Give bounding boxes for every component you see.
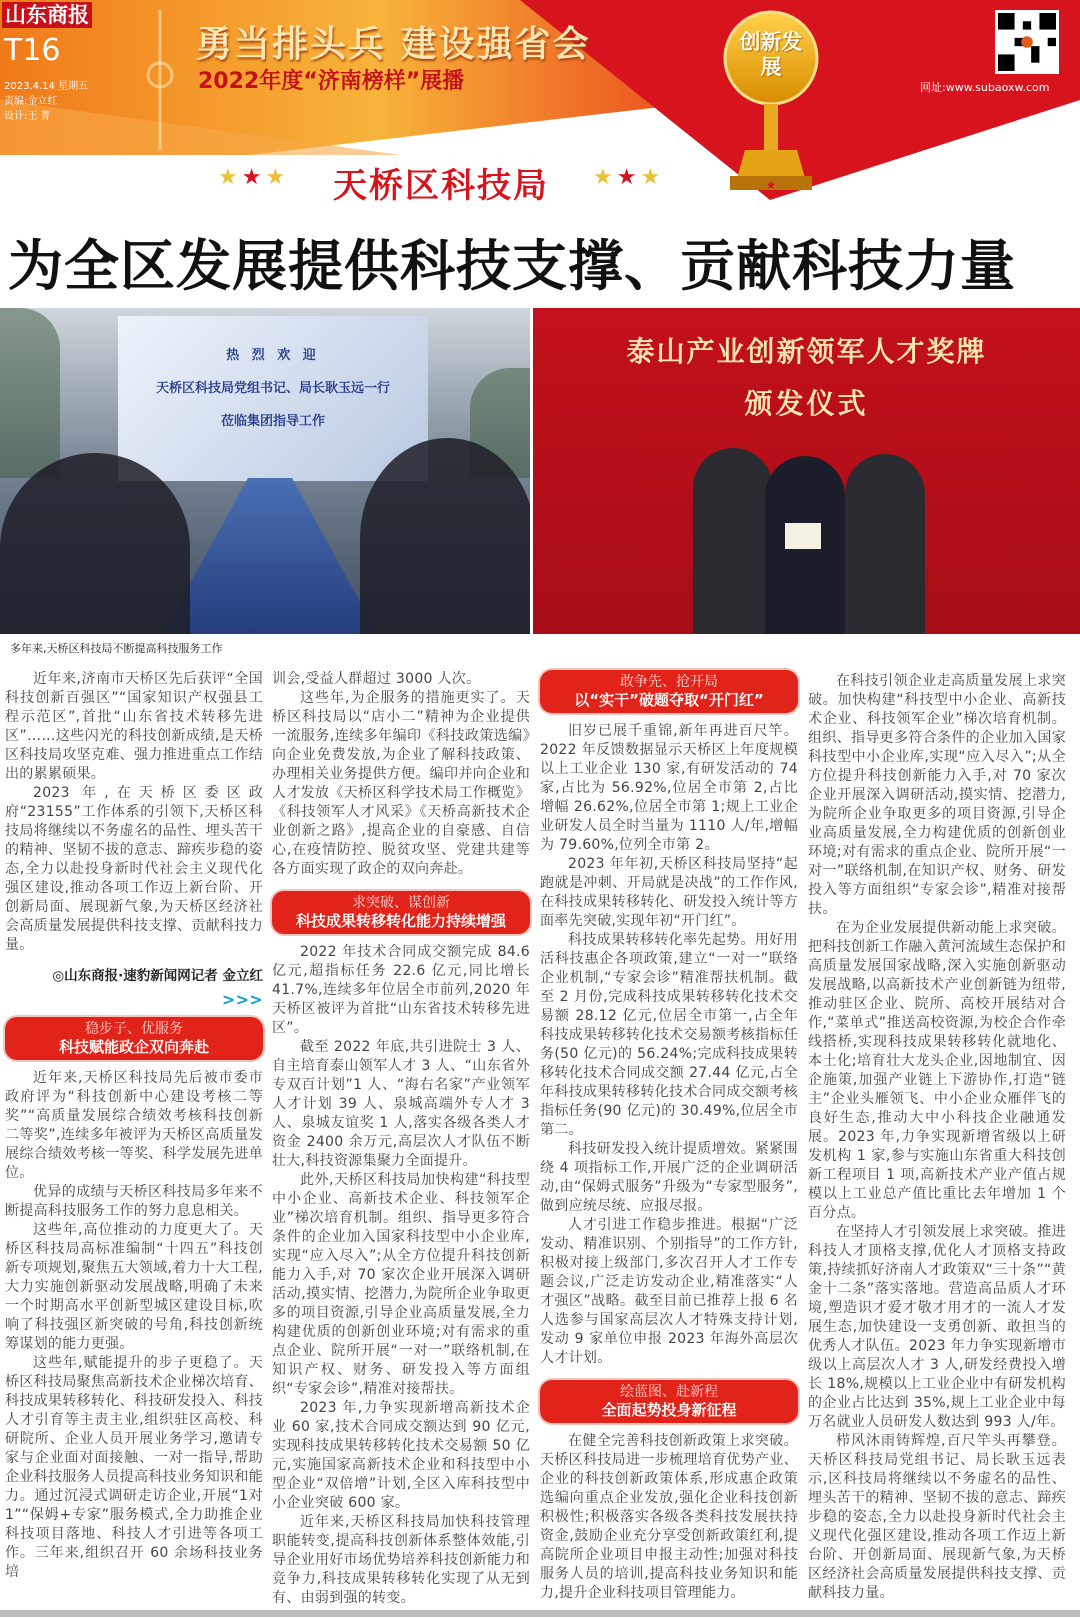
- subheading-title: 以“实干”破题夺取“开门红”: [574, 691, 764, 709]
- paragraph: 2023 年,力争实现新增高新技术企业 60 家,技术合同成交额达到 90 亿元,实现科技成果转移转化技术交易额 50 亿元,实施国家高新技术企业和科技型中小型企业“双倍增”计划,全区入库科技型中小企业突破 600 家。: [272, 1400, 530, 1511]
- subheading-box: [540, 670, 798, 713]
- paragraph: 旧岁已展千重锦,新年再进百尺竿。2022 年反馈数据显示天桥区上年度规模以上工业企业 130 家,有研发活动的 74 家,占比为 56.92%,位居全市第 2,占比增幅 26.62%,位居全市第 1;规上工业企业研发人员全时当量为 1110 人/年,增幅为 79.60%,位列全市第 2。: [540, 723, 798, 853]
- paragraph: 2023 年,在天桥区委区政府“23155”工作体系的引领下,天桥区科技局将继续以不务虚名的品性、埋头苦干的精神、坚韧不拔的意志、蹄疾步稳的姿态,全力以赴投身新时代社会主义现代化强区建设,推动各项工作迈上新台阶、开创新局面、展现新气象,为天桥区经济社会高质量发展提供科技支撑、贡献科技力量。: [5, 785, 263, 953]
- paragraph: 这些年,赋能提升的步子更稳了。天桥区科技局聚焦高新技术企业梯次培育、科技成果转移转化、科技研发投入、科技人才引育等主责主业,组织驻区高校、科研院所、企业人员开展业务学习,邀请专家与企业面对面接触、一对一指导,帮助企业科技服务人员提高科技业务知识和能力。通过沉浸式调研走访企业,开展“1对1”“保姆+专家”服务模式,全力助推企业科技项目落地、科技人才引进等各项工作。三年来,组织召开 60 余场科技业务培: [5, 1355, 263, 1580]
- paragraph: 近年来,济南市天桥区先后获评“全国科技创新百强区”“国家知识产权强县工程示范区”,首批“山东省技术转移先进区”……这些闪光的科技创新成绩,是天桥区科技局攻坚克难、强力推进重点工作结出的累累硕果。: [5, 671, 263, 782]
- screen-line: 热 烈 欢 迎: [226, 348, 320, 363]
- paragraph: 在为企业发展提供新动能上求突破。把科技创新工作融入黄河流域生态保护和高质量发展国家战略,深入实施创新驱动发展战略,以高新技术产业创新链为纽带,推动驻区企业、院所、高校开展结对合作,“菜单式”推送高校资源,为校企合作牵线搭桥,实现科技成果转移转化就地化、本土化;培育壮大龙头企业,因地制宜、因企施策,加强产业链上下游协作,打造“链主”企业头雁领飞、中小企业众雁伴飞的良好生态,推动大中小科技企业融通发展。2023 年,力争实现新增省级以上研发机构 1 家,参与实施山东省重大科技创新工程项目 1 项,高新技术产业产值占规模以上工业总产值比重比去年增加 1 个百分点。: [808, 920, 1066, 1221]
- trophy-badge-text: 创新发展: [739, 30, 803, 79]
- paragraph: 在健全完善科技创新政策上求突破。天桥区科技局进一步梳理培育优势产业、企业的科技创新政策体系,形成惠企政策选编向重点企业发放,强化企业科技创新积极性;积极落实各级各类科技发展扶持资金,鼓励企业充分享受创新政策红利,提高院所企业项目申报主动性;加强对科技服务人员的培训,提高科技业务知识和能力,提升企业科技项目管理能力。: [540, 1433, 798, 1601]
- paragraph: 这些年,高位推动的力度更大了。天桥区科技局高标准编制“十四五”科技创新专项规划,聚焦五大领域,着力十大工程,大力实施创新驱动发展战略,明确了未来一个时期高水平创新型城区建设目标,吹响了科技强区新突破的号角,科技创新统筹谋划的能力更强。: [5, 1222, 263, 1352]
- paragraph: 2023 年年初,天桥区科技局坚持“起跑就是冲刺、开局就是决战”的工作作风,在科技成果转移转化、研发投入统计等方面率先突破,实现年初“开门红”。: [540, 856, 798, 929]
- stars-decoration-icon: ★★★: [218, 165, 290, 190]
- article-column-3: [540, 664, 798, 1603]
- paragraph: 近年来,天桥区科技局加快科技管理职能转变,提高科技创新体系整体效能,引导企业用好市场优势培养科技创新能力和竞争力,科技成果转移转化实现了从无到有、由弱到强的转变。: [272, 1514, 530, 1606]
- screen-line: 天桥区科技局党组书记、局长耿玉远一行: [155, 381, 390, 396]
- subheading-kicker: 绘蓝图、赴新程: [620, 1384, 718, 1400]
- designer-credit: 设计:王 菁: [4, 111, 51, 122]
- paragraph: 在科技引领企业走高质量发展上求突破。加快构建“科技型中小企业、高新技术企业、科技领军企业”梯次培育机制。组织、指导更多符合条件的企业加入国家科技型中小企业库,实现“应入尽入”;从全方位提升科技创新能力入手,对 70 家次企业开展深入调研活动,摸实情、挖潜力,为院所企业争取更多的项目资源,引导企业高质量发展,全力构建优质的创新创业环境;对有需求的重点企业、院所开展“一对一”联络机制,在知识产权、财务、研发投入等方面组织“专家会诊”,精准对接帮扶。: [808, 673, 1066, 917]
- backdrop-line: 泰山产业创新领军人才奖牌: [626, 335, 987, 368]
- paragraph: 科技成果转移转化率先起势。用好用活科技惠企各项政策,建立“一对一”联络企业机制,“专家会诊”精准帮扶机制。截至 2 月份,完成科技成果转移转化技术交易额 28.12 亿元,位居全市第一,占全年科技成果转移转化技术交易额考核指标任务(50 亿元)的 56.24%;完成科技成果转移转化技术合同成交额 27.44 亿元,占全年科技成果转移转化技术合同成交额考核指标任务(90 亿元)的 30.49%,位居全市第二。: [540, 932, 798, 1138]
- svg-text:★: ★: [765, 178, 777, 192]
- meeting-photo: [0, 308, 530, 634]
- photo-caption: 多年来,天桥区科技局不断提高科技服务工作: [10, 642, 223, 655]
- screen-line: 莅临集团指导工作: [220, 414, 325, 429]
- subheading-kicker: 求突破、谋创新: [352, 895, 450, 911]
- award-ceremony-photo: [533, 308, 1080, 634]
- article-column-2: [272, 670, 530, 1608]
- subheading-box: [272, 891, 530, 934]
- backdrop-line: 颁发仪式: [744, 387, 869, 420]
- paragraph: 在坚持人才引领发展上求突破。推进科技人才顶格支撑,优化人才顶格支持政策,持续抓好济南人才政策双“三十条”“黄金十二条”落实落地。营造高品质人才环境,塑造识才爱才敬才用才的一流人才发展生态,加快建设一支勇创新、敢担当的优秀人才队伍。2023 年力争实现新增市级以上高层次人才 3 人,研发经费投入增长 18%,规模以上工业企业中有研发机构的企业占比达到 35%,规上工业企业中每万名就业人员研发人数达到 993 人/年。: [808, 1224, 1066, 1430]
- page-number: T16: [4, 33, 61, 68]
- subheading-box: [540, 1380, 798, 1423]
- subheading-title: 科技成果转移转化能力持续增强: [295, 912, 506, 930]
- byline: ◎山东商报·速豹新闻网记者 金立红: [52, 968, 263, 984]
- paragraph: 此外,天桥区科技局加快构建“科技型中小企业、高新技术企业、科技领军企业”梯次培育机制。组织、指导更多符合条件的企业加入国家科技型中小企业库,实现“应入尽入”;从全方位提升科技创新能力入手,对 70 家次企业开展深入调研活动,摸实情、挖潜力,为院所企业争取更多的项目资源,引导企业高质量发展,全力构建优质的创新创业环境;对有需求的重点企业、院所开展“一对一”联络机制,在知识产权、财务、研发投入等方面组织“专家会诊”,精准对接帮扶。: [272, 1172, 530, 1397]
- editor-credit: 责编:金立红: [4, 96, 58, 107]
- paragraph: 训会,受益人群超过 3000 人次。: [272, 671, 481, 687]
- welcome-screen: [118, 316, 428, 481]
- banner-subtitle: 2022年度“济南榜样”展播: [198, 69, 465, 94]
- continue-arrows-icon: >>>: [221, 990, 263, 1009]
- website-url: 网址:www.subaoxw.com: [920, 81, 1050, 94]
- page-bottom-rule: [0, 1610, 1080, 1617]
- subheading-kicker: 稳步子、优服务: [85, 1021, 183, 1037]
- subheading-box: [5, 1017, 263, 1060]
- paragraph: 人才引进工作稳步推进。根据“广泛发动、精准识别、个别指导”的工作方针,积极对接上级部门,多次召开人才工作专题会议,广泛走访发动企业,精准落实“人才强区”战略。截至目前已推荐上报 6 名人选参与国家高层次人才特殊支持计划,发动 9 家单位申报 2023 年海外高层次人才计划。: [540, 1217, 798, 1366]
- paragraph: 这些年,为企服务的措施更实了。天桥区科技局以“店小二”精神为企业提供一流服务,连续多年编印《科技政策选编》向企业免费发放,为企业了解科技政策、办理相关业务提供方便。编印并向企业和人才发放《天桥区科学技术局工作概览》《科技领军人才风采》《天桥高新技术企业创新之路》,提高企业的自豪感、自信心,在疫情防控、脱贫攻坚、党建共建等各方面实现了政企的双向奔赴。: [272, 690, 530, 877]
- subheading-title: 全面起势投身新征程: [601, 1401, 737, 1419]
- paragraph: 优异的成绩与天桥区科技局多年来不断提高科技服务工作的努力息息相关。: [5, 1184, 263, 1219]
- paragraph: 截至 2022 年底,共引进院士 3 人、自主培育泰山领军人才 3 人、“山东省外专双百计划”1 人、“海右名家”产业领军人才计划 39 人、泉城高端外专人才 3 人、泉城友谊奖 1 人,落实各级各类人才资金 2400 余万元,高层次人才队伍不断壮大,科技资源集聚力全面提升。: [272, 1039, 530, 1169]
- issue-date: 2023.4.14 星期五: [4, 81, 89, 92]
- article-column-4: [808, 672, 1066, 1603]
- newspaper-name: 山东商报: [2, 2, 92, 28]
- section-title: 天桥区科技局: [333, 166, 549, 206]
- subheading-kicker: 敢争先、抢开局: [620, 674, 718, 690]
- paragraph: 2022 年技术合同成交额完成 84.6 亿元,超指标任务 22.6 亿元,同比增长 41.7%,连续多年位居全市前列,2020 年天桥区被评为首批“山东省技术转移先进区”。: [272, 944, 530, 1036]
- banner-slogan: 勇当排头兵 建设强省会: [196, 24, 591, 65]
- article-column-1: [5, 670, 263, 1582]
- subheading-title: 科技赋能政企双向奔赴: [58, 1038, 209, 1056]
- stars-decoration-icon: ★★★: [593, 165, 665, 190]
- qr-code-icon: [995, 10, 1059, 74]
- headline: 为全区发展提供科技支撑、贡献科技力量: [8, 234, 1017, 298]
- paragraph: 近年来,天桥区科技局先后被市委市政府评为“科技创新中心建设考核二等奖”“高质量发展综合绩效考核科技创新二等奖”,连续多年被评为天桥区高质量发展综合绩效考核一等奖、科学发展先进单位。: [5, 1070, 263, 1181]
- paragraph: 栉风沐雨铸辉煌,百尺竿头再攀登。天桥区科技局党组书记、局长耿玉远表示,区科技局将继续以不务虚名的品性、埋头苦干的精神、坚韧不拔的意志、蹄疾步稳的姿态,全力以赴投身新时代社会主义现代化强区建设,推动各项工作迈上新台阶、开创新局面、展现新气象,为天桥区经济社会高质量发展提供科技支撑、贡献科技力量。: [808, 1433, 1066, 1601]
- paragraph: 科技研发投入统计提质增效。紧紧围绕 4 项指标工作,开展广泛的企业调研活动,由“保姆式服务”升级为“专家型服务”,做到应统尽统、应报尽报。: [540, 1141, 798, 1214]
